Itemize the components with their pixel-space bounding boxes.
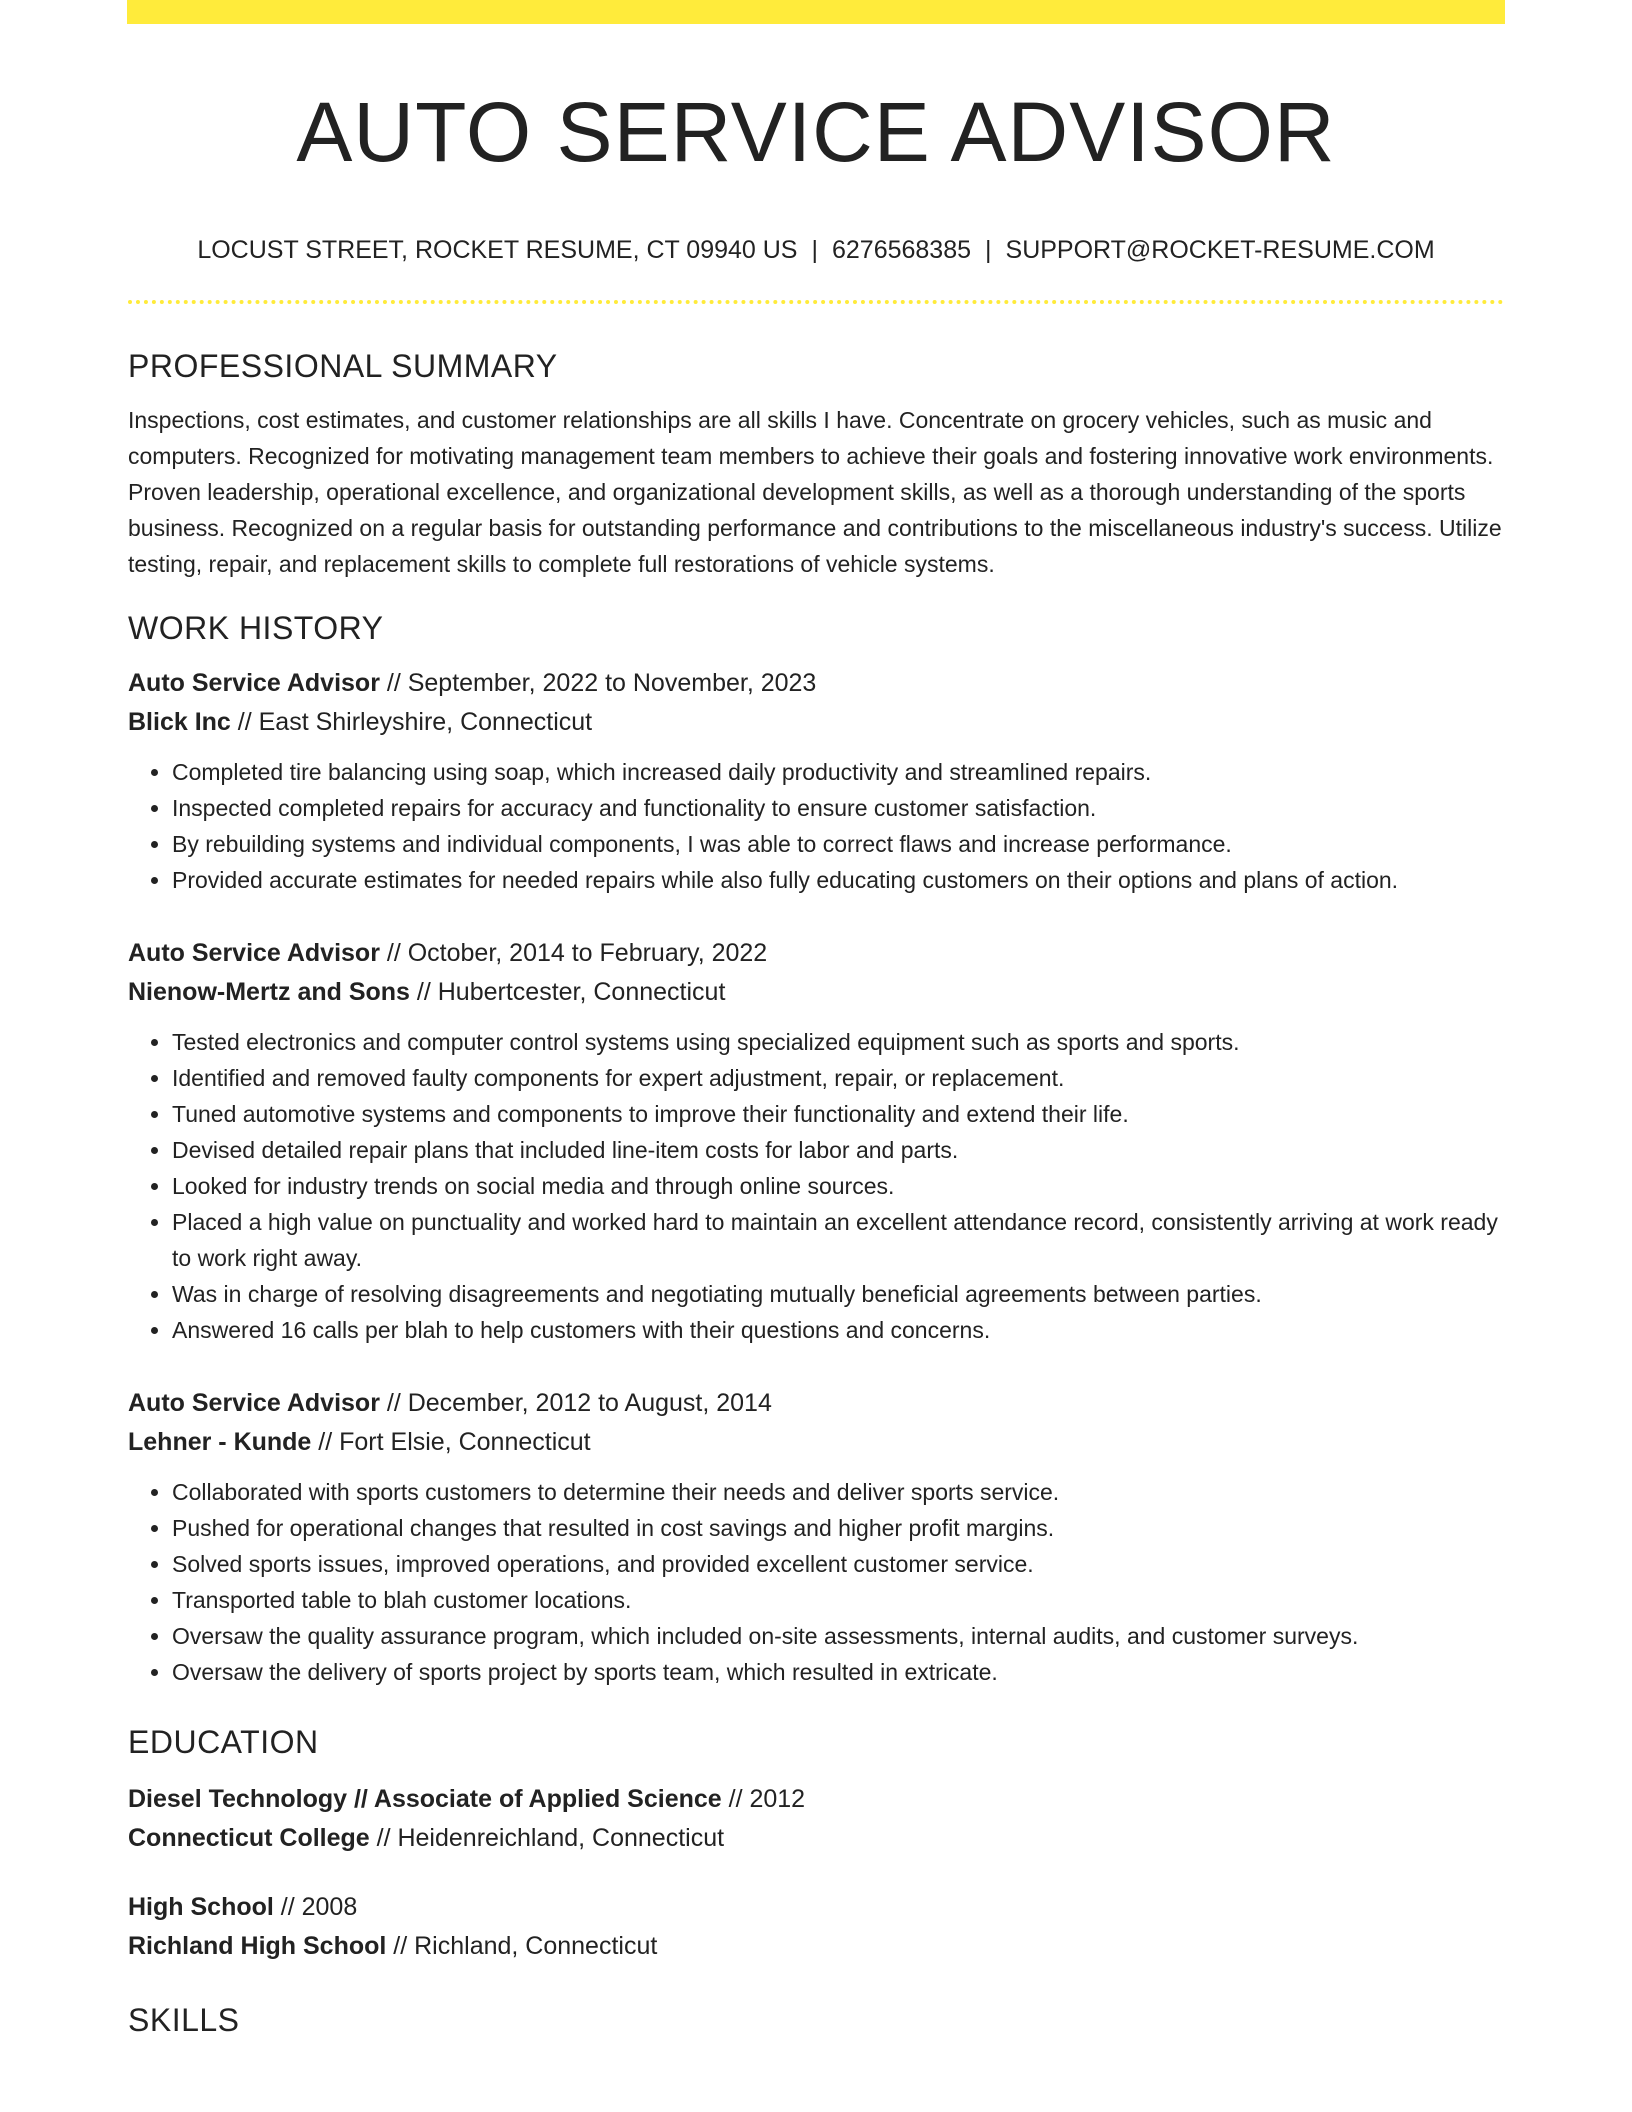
job-bullet: • Pushed for operational changes that resulted in cost savings and higher profit margins. (172, 1510, 1504, 1546)
contact-line (128, 234, 1504, 266)
job-dates: // September, 2022 to November, 2023 (379, 669, 817, 697)
job-bullet: • Oversaw the quality assurance program, which included on-site assessments, internal audits, and customer surveys. (172, 1618, 1504, 1654)
contact-email: SUPPORT@ROCKET-RESUME.COM (1005, 236, 1435, 264)
contact-separator: | (811, 236, 818, 264)
job-dates: // October, 2014 to February, 2022 (379, 939, 768, 967)
education-location: // Richland, Connecticut (386, 1932, 658, 1960)
job-bullet: • Placed a high value on punctuality and worked hard to maintain an excellent attendance record, consistently arriving at work ready to work right away. (172, 1204, 1504, 1276)
skills-heading: SKILLS (128, 2002, 240, 2038)
education-degree: High School (128, 1893, 274, 1921)
job-entry (128, 664, 1504, 898)
contact-address: LOCUST STREET, ROCKET RESUME, CT 09940 US (197, 236, 798, 264)
job-bullet: • Tested electronics and computer control systems using specialized equipment such as sports and sports. (172, 1024, 1504, 1060)
job-bullet: • Collaborated with sports customers to determine their needs and deliver sports service. (172, 1474, 1504, 1510)
job-dates: // December, 2012 to August, 2014 (379, 1389, 772, 1417)
education-year: // 2012 (721, 1785, 806, 1813)
education-school: Connecticut College (128, 1824, 370, 1852)
education-heading: EDUCATION (128, 1724, 319, 1760)
work-history-heading: WORK HISTORY (128, 610, 384, 646)
job-company-line (128, 973, 1504, 1012)
education-school: Richland High School (128, 1932, 387, 1960)
job-bullet: • Provided accurate estimates for needed repairs while also fully educating customers on their options and plans of action. (172, 862, 1504, 898)
education-entry (128, 1888, 1504, 1966)
summary-text: Inspections, cost estimates, and customer relationships are all skills I have. Concentrate on grocery vehicles, such as music and computers. Recognized for motivating management team members to achieve their goals and fostering innovative work environments. Proven leadership, operational excellence, and organizational development skills, as well as a thorough understanding of the sports business. Recognized on a regular basis for outstanding performance and contributions to the miscellaneous industry's success. Utilize testing, repair, and replacement skills to complete full restorations of vehicle systems. (128, 407, 1502, 577)
job-location: // East Shirleyshire, Connecticut (230, 708, 593, 736)
job-location: // Hubertcester, Connecticut (409, 978, 726, 1006)
job-bullet: • Tuned automotive systems and components to improve their functionality and extend their life. (172, 1096, 1504, 1132)
job-company: Blick Inc (128, 708, 231, 736)
job-bullet: • Was in charge of resolving disagreements and negotiating mutually beneficial agreements between parties. (172, 1276, 1504, 1312)
job-bullet: • Transported table to blah customer locations. (172, 1582, 1504, 1618)
education-school-line (128, 1927, 1504, 1966)
education-degree-line (128, 1888, 1504, 1927)
job-bullet: • Looked for industry trends on social media and through online sources. (172, 1168, 1504, 1204)
job-entry (128, 1384, 1504, 1690)
job-bullet: • By rebuilding systems and individual components, I was able to correct flaws and increase performance. (172, 826, 1504, 862)
contact-separator: | (985, 236, 992, 264)
job-bullet: • Devised detailed repair plans that included line-item costs for labor and parts. (172, 1132, 1504, 1168)
education-location: // Heidenreichland, Connecticut (369, 1824, 725, 1852)
job-role: Auto Service Advisor (128, 1389, 380, 1417)
job-company-line (128, 1423, 1504, 1462)
job-title-line (128, 934, 1504, 973)
job-role: Auto Service Advisor (128, 939, 380, 967)
contact-phone: 6276568385 (831, 236, 972, 264)
education-year: // 2008 (273, 1893, 358, 1921)
job-bullet: • Answered 16 calls per blah to help customers with their questions and concerns. (172, 1312, 1504, 1348)
education-degree: Diesel Technology // Associate of Applied Science (128, 1785, 722, 1813)
job-entry (128, 934, 1504, 1348)
job-company-line (128, 703, 1504, 742)
summary-heading: PROFESSIONAL SUMMARY (128, 348, 558, 384)
resume-name: AUTO SERVICE ADVISOR (296, 85, 1336, 179)
job-bullet-list (128, 1474, 1504, 1690)
job-role: Auto Service Advisor (128, 669, 380, 697)
job-title-line (128, 664, 1504, 703)
job-company: Lehner - Kunde (128, 1428, 312, 1456)
job-bullet: • Inspected completed repairs for accuracy and functionality to ensure customer satisfaction. (172, 790, 1504, 826)
education-list (128, 1780, 1504, 1966)
resume-page (128, 0, 1504, 2040)
job-location: // Fort Elsie, Connecticut (311, 1428, 591, 1456)
education-school-line (128, 1819, 1504, 1858)
education-entry (128, 1780, 1504, 1858)
job-bullet: • Solved sports issues, improved operations, and provided excellent customer service. (172, 1546, 1504, 1582)
job-bullet: • Oversaw the delivery of sports project by sports team, which resulted in extricate. (172, 1654, 1504, 1690)
job-bullet: • Identified and removed faulty components for expert adjustment, repair, or replacement. (172, 1060, 1504, 1096)
job-company: Nienow-Mertz and Sons (128, 978, 410, 1006)
education-degree-line (128, 1780, 1504, 1819)
work-history-list (128, 664, 1504, 1690)
job-bullet-list (128, 754, 1504, 898)
job-bullet-list (128, 1024, 1504, 1348)
header-divider (128, 300, 1504, 304)
job-title-line (128, 1384, 1504, 1423)
job-bullet: • Completed tire balancing using soap, which increased daily productivity and streamlined repairs. (172, 754, 1504, 790)
